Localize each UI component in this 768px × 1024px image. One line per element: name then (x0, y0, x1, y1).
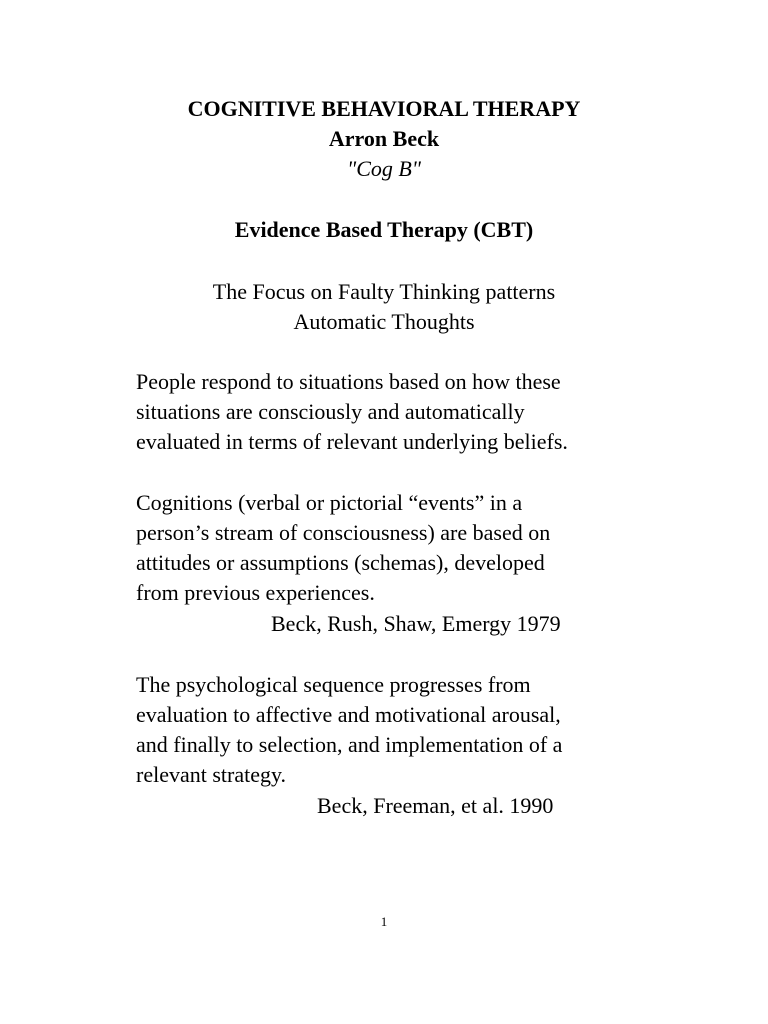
focus-line-2: Automatic Thoughts (293, 309, 475, 334)
paragraph-line: evaluation to affective and motivational arousal, (136, 702, 561, 727)
paragraph-line: People respond to situations based on how these (136, 369, 561, 394)
paragraph-line: Cognitions (verbal or pictorial “events” in a (136, 490, 523, 515)
paragraph-3 (136, 670, 656, 790)
focus-line-1: The Focus on Faulty Thinking patterns (212, 279, 556, 304)
paragraph-line: situations are consciously and automatically (136, 399, 525, 424)
subtitle: Evidence Based Therapy (CBT) (234, 217, 534, 242)
paragraph-1 (136, 367, 656, 457)
paragraph-line: The psychological sequence progresses from (136, 672, 531, 697)
paragraph-line: evaluated in terms of relevant underlying beliefs. (136, 429, 568, 454)
document-title: COGNITIVE BEHAVIORAL THERAPY (187, 96, 581, 121)
paragraph-2 (136, 488, 656, 608)
citation-2: Beck, Freeman, et al. 1990 (317, 793, 554, 818)
paragraph-line: attitudes or assumptions (schemas), developed (136, 550, 545, 575)
paragraph-line: from previous experiences. (136, 580, 375, 605)
author-name: Arron Beck (328, 126, 440, 151)
nickname: "Cog B" (346, 156, 422, 181)
paragraph-line: and finally to selection, and implementation of a (136, 732, 563, 757)
paragraph-line: relevant strategy. (136, 762, 287, 787)
paragraph-line: person’s stream of consciousness) are based on (136, 520, 551, 545)
page-number: 1 (380, 914, 388, 929)
citation-1: Beck, Rush, Shaw, Emergy 1979 (271, 611, 561, 636)
